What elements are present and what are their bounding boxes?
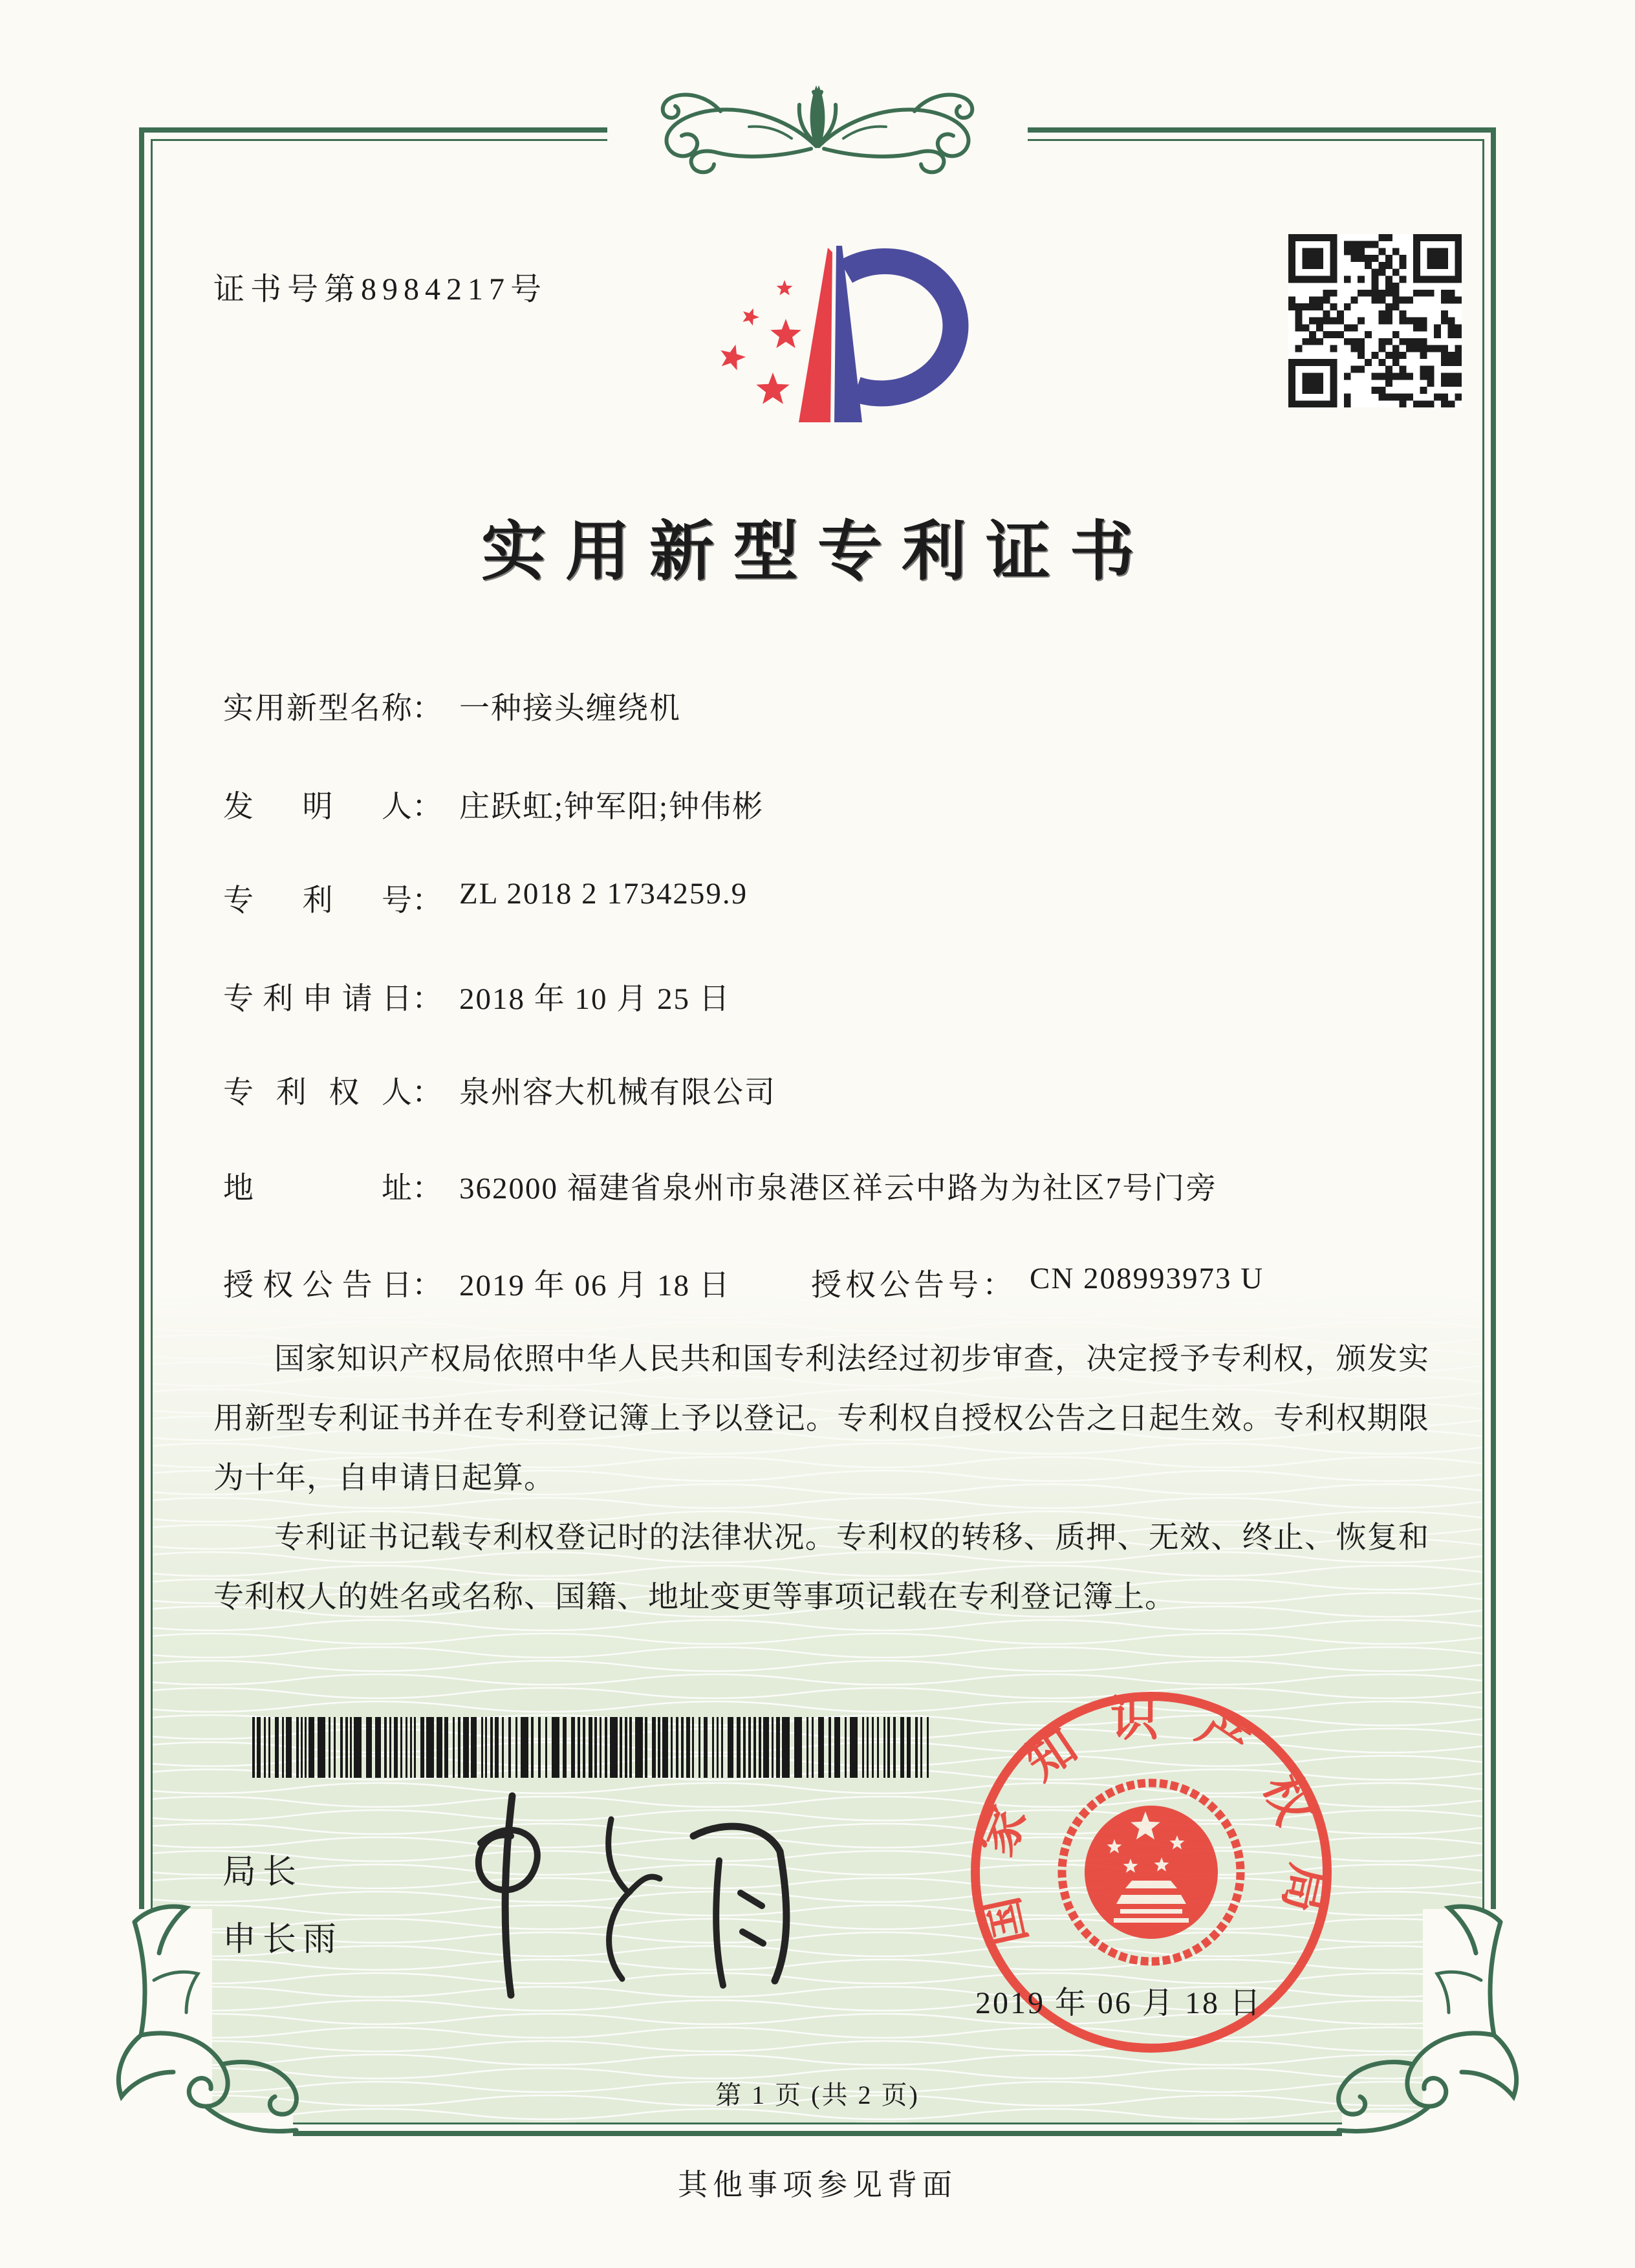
field-row-patentee: 专利权人： 泉州容大机械有限公司 [223, 1068, 776, 1114]
field-label: 发明人 [223, 790, 412, 824]
field-value: 2018 年 10 月 25 日 [459, 982, 731, 1016]
field-row-patent-number: 专利号： ZL 2018 2 1734259.9 [223, 876, 748, 922]
field-row-grant-date: 授权公告日： 2019 年 06 月 18 日 [223, 1261, 731, 1306]
field-label: 授权公告号 [811, 1269, 982, 1302]
seal-text: 国家知识产权局 [967, 1693, 1336, 1950]
cnipa-logo-icon [698, 238, 970, 445]
field-value: CN 208993973 U [1030, 1262, 1264, 1295]
field-value: 庄跃虹;钟军阳;钟伟彬 [459, 790, 764, 824]
qr-code-icon [1288, 234, 1462, 407]
certificate-number: 证书号第8984217号 [213, 272, 548, 307]
paragraph-2: 专利证书记载专利权登记时的法律状况。专利权的转移、质押、无效、终止、恢复和专利权人的姓名或名称、国籍、地址变更等事项记载在专利登记簿上。 [213, 1521, 1429, 1614]
field-label: 地址 [223, 1172, 412, 1205]
field-row-inventors: 发明人： 庄跃虹;钟军阳;钟伟彬 [223, 783, 764, 828]
field-row-grant-number: 授权公告号： CN 208993973 U [811, 1261, 1264, 1304]
field-label: 授权公告日 [223, 1269, 412, 1302]
paragraph-1: 国家知识产权局依照中华人民共和国专利法经过初步审查，决定授予专利权，颁发实用新型专利证书并在专利登记簿上予以登记。专利权自授权公告之日起生效。专利权期限为十年，自申请日起算。 [213, 1343, 1429, 1495]
field-row-address: 地址： 362000 福建省泉州市泉港区祥云中路为为社区7号门旁 [223, 1164, 1217, 1209]
field-row-filing-date: 专利申请日： 2018 年 10 月 25 日 [223, 975, 731, 1020]
field-label: 实用新型名称 [223, 692, 412, 726]
field-label: 专利申请日 [223, 982, 412, 1016]
field-label: 专利号 [223, 884, 412, 918]
barcode-icon [252, 1717, 944, 1778]
field-label: 专利权人 [223, 1076, 412, 1110]
seal-date: 2019 年 06 月 18 日 [975, 1986, 1263, 2020]
field-value: 泉州容大机械有限公司 [459, 1076, 776, 1110]
signature-icon [414, 1782, 815, 2014]
field-value: 362000 福建省泉州市泉港区祥云中路为为社区7号门旁 [459, 1172, 1218, 1205]
national-emblem-icon [1062, 1783, 1240, 1961]
page-number: 第 1 页 (共 2 页) [715, 2080, 920, 2110]
dragon-ornament-icon [591, 76, 1044, 186]
back-note: 其他事项参见背面 [678, 2168, 957, 2201]
field-value: 2019 年 06 月 18 日 [459, 1269, 731, 1302]
field-value: ZL 2018 2 1734259.9 [459, 877, 748, 911]
director-name: 申长雨 [222, 1921, 343, 1958]
director-title: 局长 [222, 1854, 303, 1891]
field-value: 一种接头缠绕机 [459, 692, 681, 726]
field-row-name: 实用新型名称： 一种接头缠绕机 [223, 684, 681, 729]
legal-paragraphs [213, 1330, 1429, 1627]
certificate-title: 实用新型专利证书 [481, 516, 1154, 588]
